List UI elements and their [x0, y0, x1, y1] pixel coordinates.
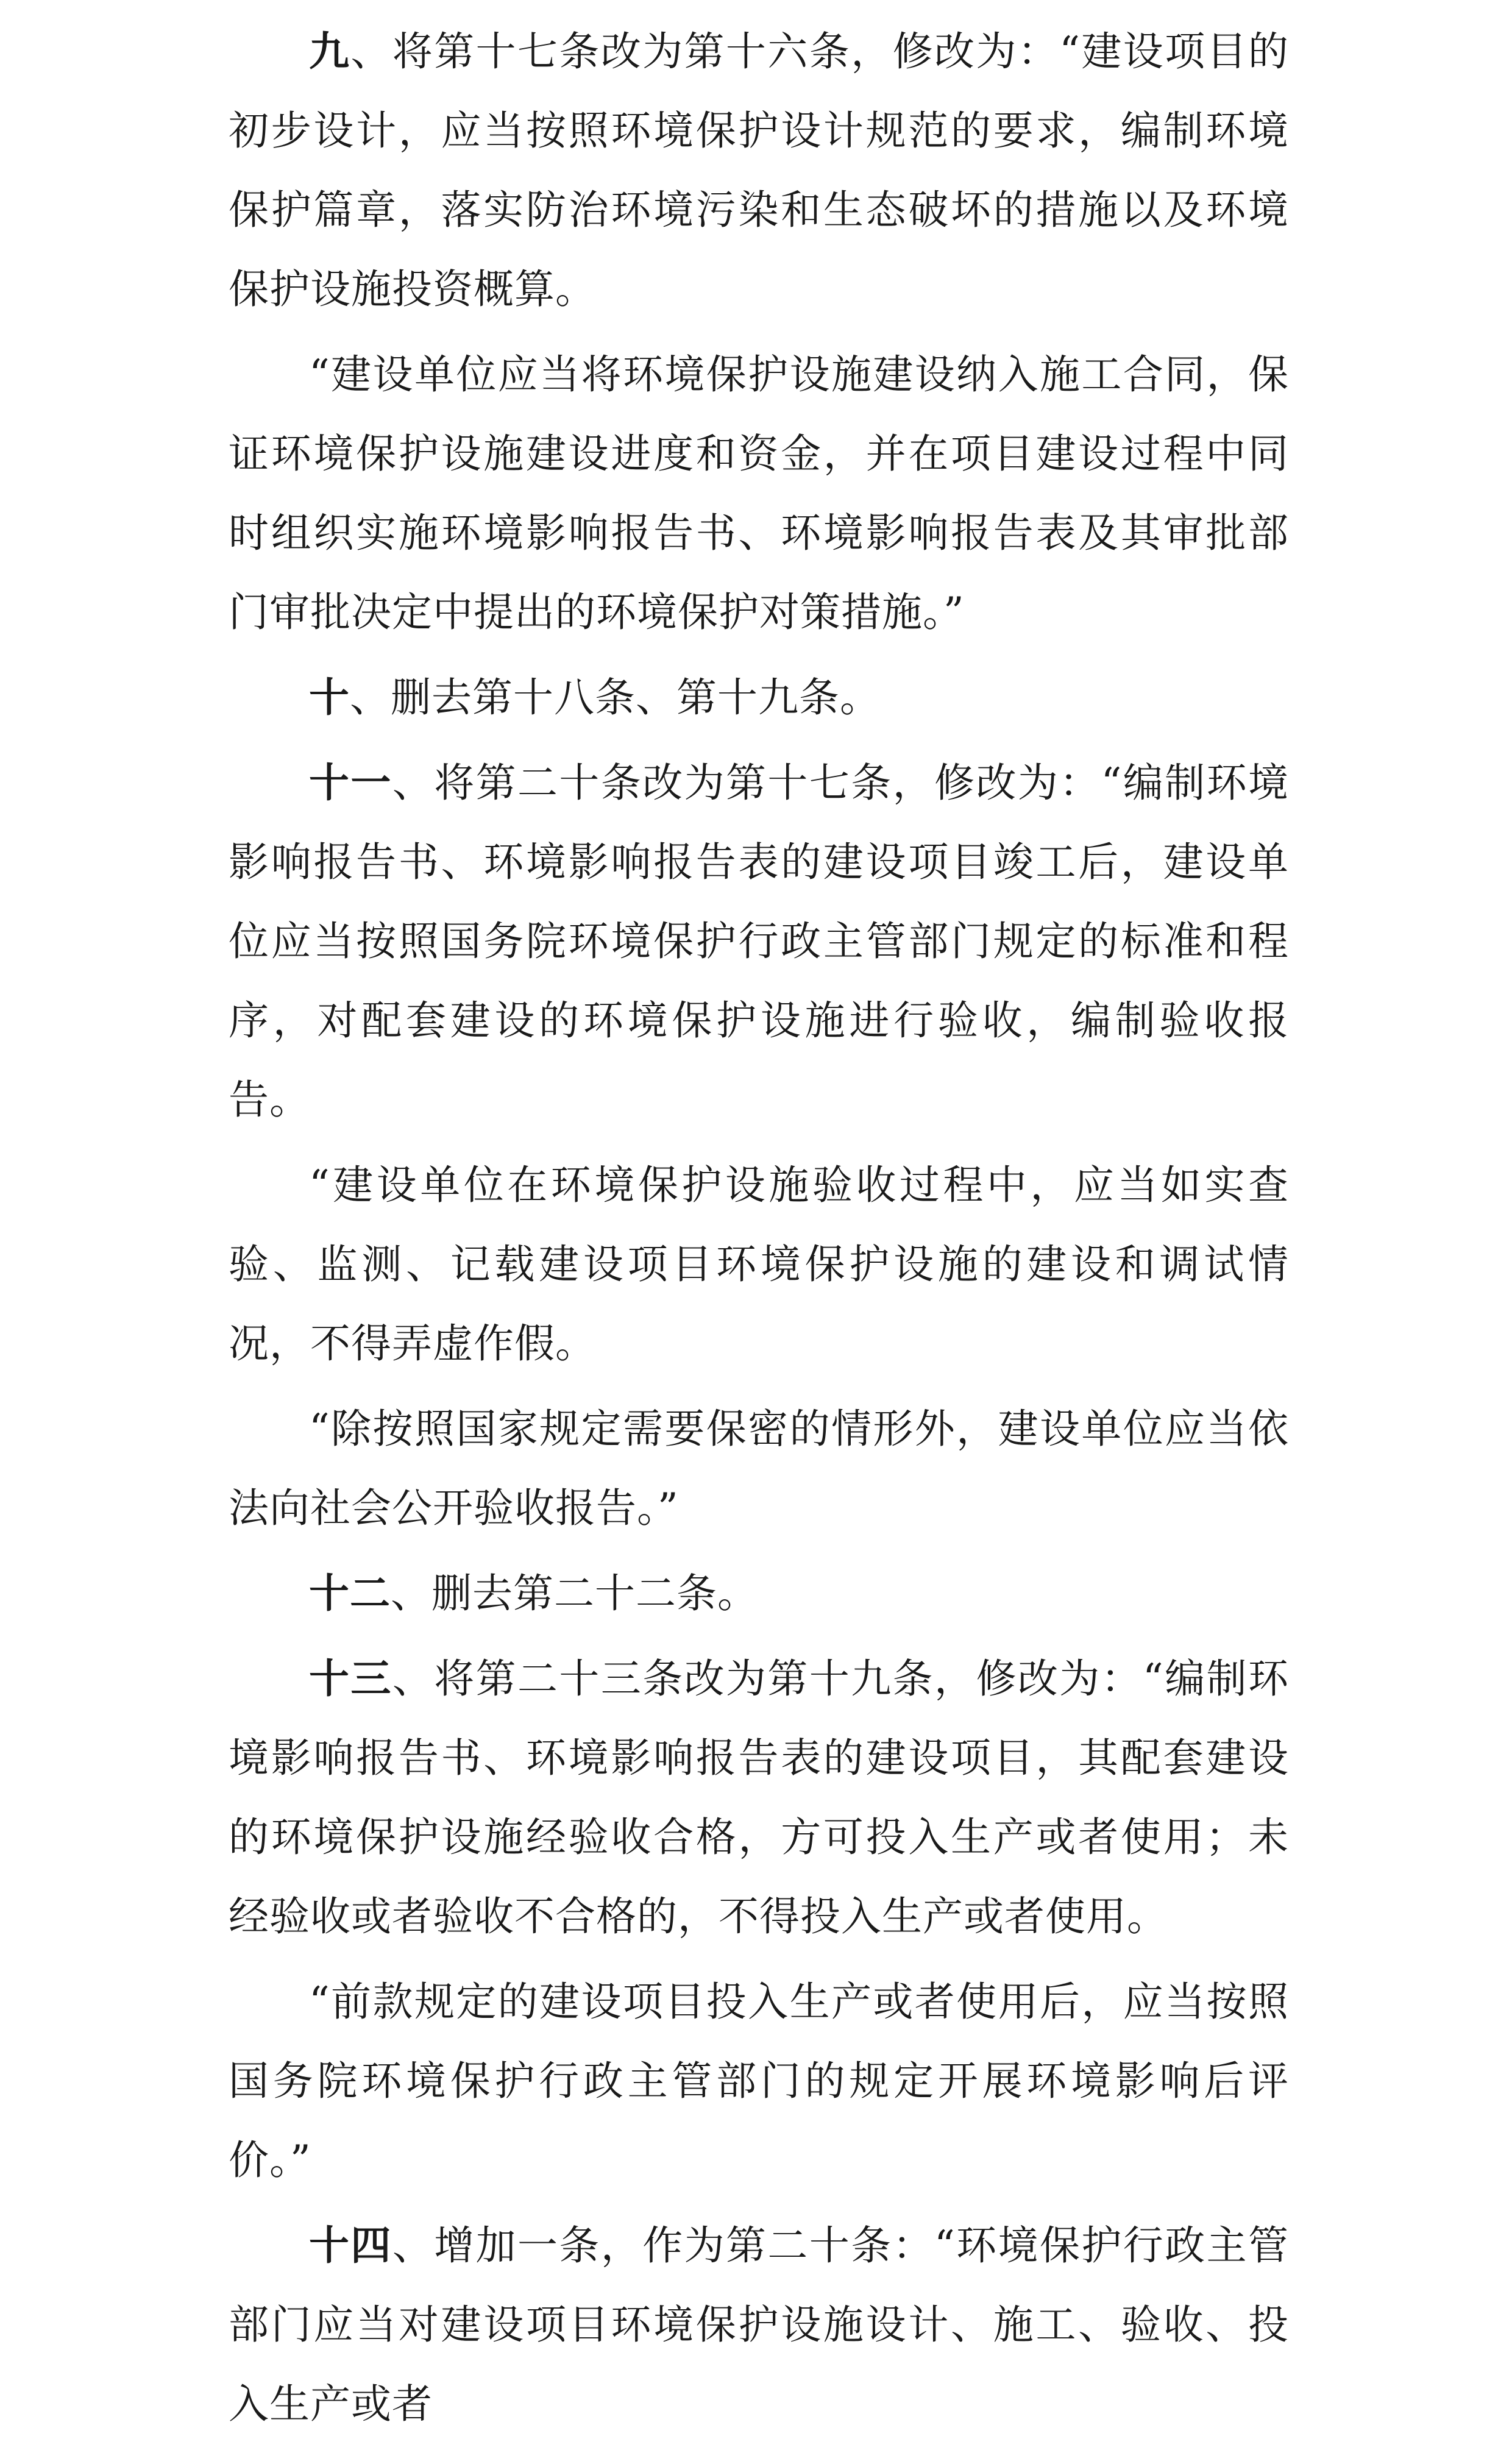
- paragraph-item-14: [229, 2206, 1289, 2444]
- document-page: [229, 12, 1289, 2450]
- paragraph-item-9: [229, 12, 1289, 329]
- paragraph-text: 、将第二十条改为第十七条，修改为：“编制环境影响报告书、环境影响报告表的建设项目竣工后，建设单位应当按照国务院环境保护行政主管部门规定的标准和程序，对配套建设的环境保护设施进行验收，编制验收报告。: [229, 759, 1289, 1123]
- paragraph-text: “前款规定的建设项目投入生产或者使用后，应当按照国务院环境保护行政主管部门的规定开展环境影响后评价。”: [229, 1978, 1289, 2184]
- item-number: 十二: [309, 1570, 391, 1617]
- paragraph-text: “建设单位在环境保护设施验收过程中，应当如实查验、监测、记载建设项目环境保护设施的建设和调试情况，不得弄虚作假。: [229, 1162, 1289, 1367]
- paragraph-item-9-cont: [229, 335, 1289, 652]
- paragraph-item-11-cont-1: [229, 1146, 1289, 1383]
- paragraph-item-12: [229, 1554, 1289, 1633]
- item-number: 十一: [309, 759, 392, 806]
- paragraph-item-11: [229, 744, 1289, 1140]
- paragraph-text: 、将第二十三条改为第十九条，修改为：“编制环境影响报告书、环境影响报告表的建设项目，其配套建设的环境保护设施经验收合格，方可投入生产或者使用；未经验收或者验收不合格的，不得投入生产或者使用。: [229, 1655, 1289, 1940]
- paragraph-text: 、删去第十八条、第十九条。: [350, 674, 881, 721]
- paragraph-text: 、增加一条，作为第二十条：“环境保护行政主管部门应当对建设项目环境保护设施设计、施工、验收、投入生产或者: [229, 2222, 1289, 2427]
- paragraph-text: “建设单位应当将环境保护设施建设纳入施工合同，保证环境保护设施建设进度和资金，并在项目建设过程中同时组织实施环境影响报告书、环境影响报告表及其审批部门审批决定中提出的环境保护对策措施。”: [229, 351, 1289, 636]
- paragraph-item-11-cont-2: [229, 1390, 1289, 1548]
- paragraph-text: 、删去第二十二条。: [391, 1570, 758, 1617]
- paragraph-text: 、将第十七条改为第十六条，修改为：“建设项目的初步设计，应当按照环境保护设计规范的要求，编制环境保护篇章，落实防治环境污染和生态破坏的措施以及环境保护设施投资概算。: [229, 28, 1289, 313]
- paragraph-item-10: [229, 658, 1289, 737]
- item-number: 十四: [309, 2222, 392, 2269]
- item-number: 九: [309, 28, 351, 75]
- paragraph-item-13-cont: [229, 1962, 1289, 2200]
- item-number: 十三: [309, 1655, 392, 1702]
- paragraph-text: “除按照国家规定需要保密的情形外，建设单位应当依法向社会公开验收报告。”: [229, 1405, 1289, 1532]
- item-number: 十: [309, 674, 350, 721]
- paragraph-item-13: [229, 1639, 1289, 1956]
